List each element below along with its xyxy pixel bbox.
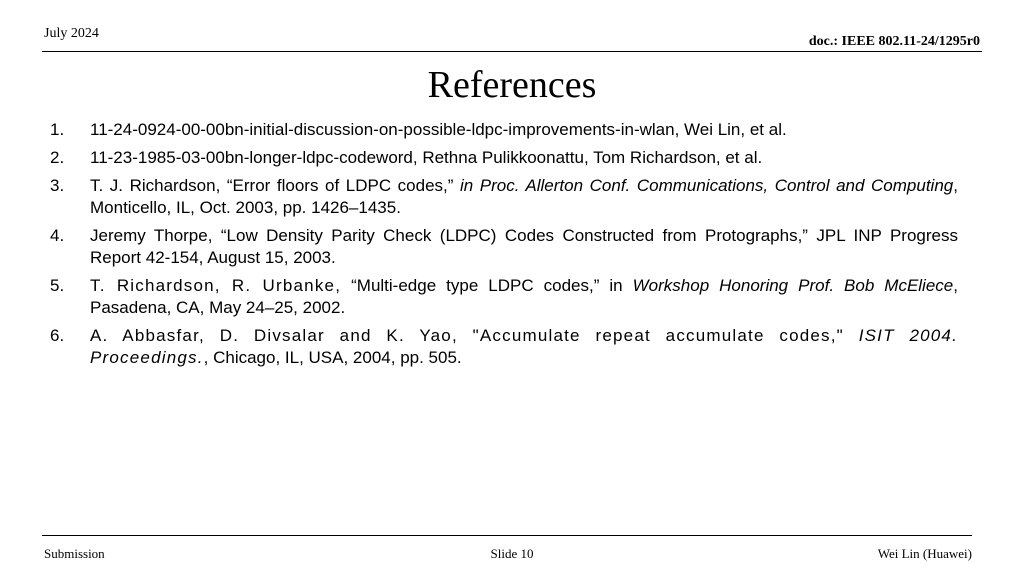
header-divider (42, 51, 982, 52)
reference-details: , Chicago, IL, USA, 2004, pp. 505. (203, 348, 462, 367)
footer-slide-number: Slide 10 (490, 546, 534, 561)
reference-item (50, 225, 958, 269)
header-date: July 2024 (44, 26, 99, 41)
reference-text: 11-24-0924-00-00bn-initial-discussion-on-possible-ldpc-improvements-in-wlan, Wei Lin, et al. (90, 120, 787, 139)
reference-details: , Monticello, IL, Oct. 2003, pp. 1426–1435. (90, 176, 958, 217)
reference-text: A. Abbasfar, D. Divsalar and K. Yao, "Accumulate repeat accumulate codes," (90, 326, 859, 345)
reference-item (50, 147, 958, 169)
reference-number: 4. (50, 226, 65, 245)
reference-text: T. J. Richardson, “Error floors of LDPC codes,” (90, 176, 460, 195)
reference-number: 6. (50, 326, 65, 345)
reference-number: 1. (50, 120, 65, 139)
footer-divider (42, 535, 972, 536)
reference-details: , Pasadena, CA, May 24–25, 2002. (90, 276, 958, 317)
footer-submission: Submission (44, 546, 105, 561)
reference-venue: in Proc. Allerton Conf. Communications, Control and Computing (460, 176, 954, 195)
reference-number: 5. (50, 276, 65, 295)
reference-number: 3. (50, 176, 65, 195)
reference-item (50, 325, 958, 369)
reference-number: 2. (50, 148, 65, 167)
reference-authors: T. Richardson, R. Urbanke, (90, 276, 342, 295)
reference-text: Jeremy Thorpe, “Low Density Parity Check (LDPC) Codes Constructed from Protographs,” JPL INP Progress Report 42-154, August 15, 2003. (90, 226, 958, 267)
reference-text: 11-23-1985-03-00bn-longer-ldpc-codeword, Rethna Pulikkoonattu, Tom Richardson, et al. (90, 148, 763, 167)
reference-item (50, 119, 958, 141)
slide-title: References (427, 64, 597, 106)
reference-item (50, 275, 958, 319)
reference-list (50, 119, 958, 375)
reference-text: “Multi-edge type LDPC codes,” in (341, 276, 633, 295)
footer-author: Wei Lin (Huawei) (877, 546, 972, 561)
reference-item (50, 175, 958, 219)
reference-venue: Workshop Honoring Prof. Bob McEliece (632, 276, 954, 295)
reference-venue: ISIT 2004. Proceedings. (90, 326, 958, 367)
header-doc-id: doc.: IEEE 802.11-24/1295r0 (808, 34, 980, 49)
